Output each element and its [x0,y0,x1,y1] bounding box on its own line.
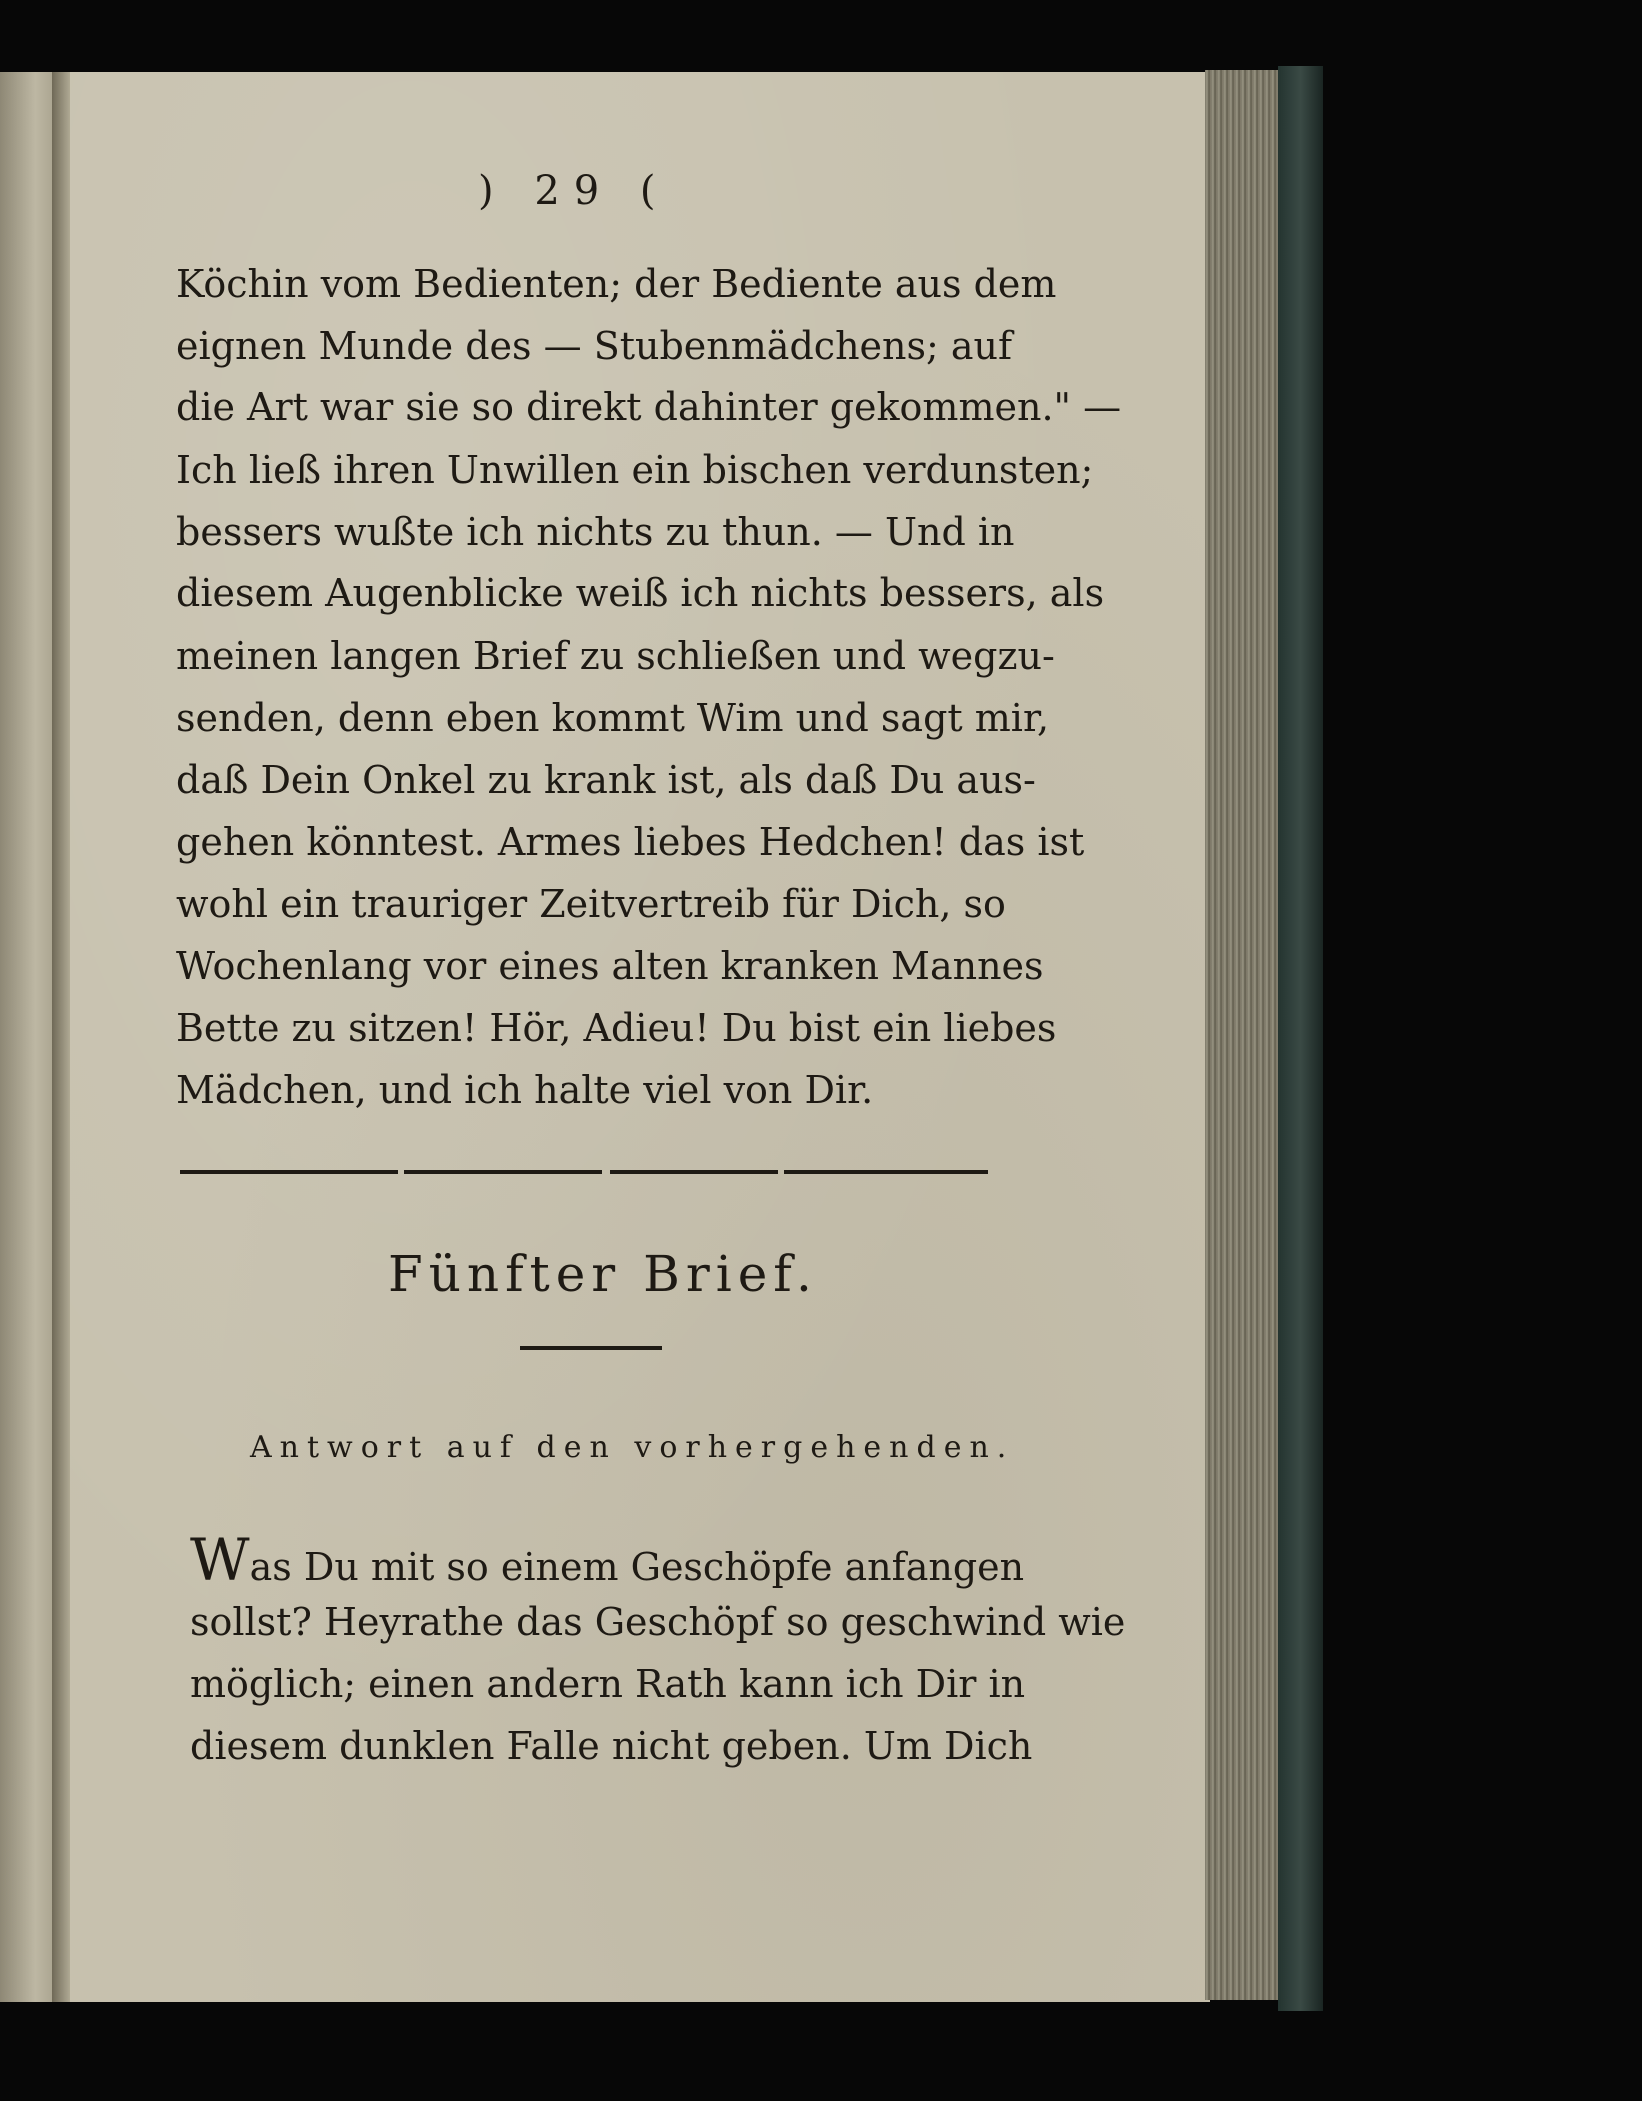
body-line: daß Dein Onkel zu krank ist, als daß Du aus- [176,758,1036,802]
letter-line: sollst? Heyrathe das Geschöpf so geschwind wie [190,1600,1126,1644]
body-line: bessers wußte ich nichts zu thun. — Und in [176,510,1015,554]
section-divider-segment [784,1170,988,1174]
body-line: Wochenlang vor eines alten kranken Mannes [176,944,1044,988]
letter-line: möglich; einen andern Rath kann ich Dir in [190,1662,1026,1706]
letter-line [190,1526,1025,1594]
body-line: meinen langen Brief zu schließen und wegzu- [176,634,1055,678]
book-cover-edge [1278,66,1323,2011]
body-line: die Art war sie so direkt dahinter gekommen." — [176,385,1122,429]
body-line: wohl ein trauriger Zeitvertreib für Dich, so [176,882,1006,926]
body-line: diesem Augenblicke weiß ich nichts bessers, als [176,571,1105,615]
page-stack-edge [1205,70,1285,2000]
section-subtitle: Antwort auf den vorhergehenden. [250,1430,1015,1465]
body-line: eignen Munde des — Stubenmädchens; auf [176,324,1013,368]
letter-line: diesem dunklen Falle nicht geben. Um Dich [190,1724,1033,1768]
section-divider-segment [610,1170,778,1174]
title-underline [520,1346,662,1350]
drop-cap: W [190,1526,250,1594]
body-line: Mädchen, und ich halte viel von Dir. [176,1068,874,1112]
section-title: Fünfter Brief. [388,1245,818,1303]
body-line: gehen könntest. Armes liebes Hedchen! das ist [176,820,1085,864]
body-line: senden, denn eben kommt Wim und sagt mir, [176,696,1050,740]
body-line: Köchin vom Bedienten; der Bediente aus dem [176,262,1057,306]
section-divider-segment [404,1170,602,1174]
page-header: ) 29 ( [478,168,670,214]
body-line: Bette zu sitzen! Hör, Adieu! Du bist ein liebes [176,1006,1057,1050]
letter-line-text: as Du mit so einem Geschöpfe anfangen [249,1545,1025,1589]
section-divider-segment [180,1170,398,1174]
body-line: Ich ließ ihren Unwillen ein bischen verdunsten; [176,448,1094,492]
